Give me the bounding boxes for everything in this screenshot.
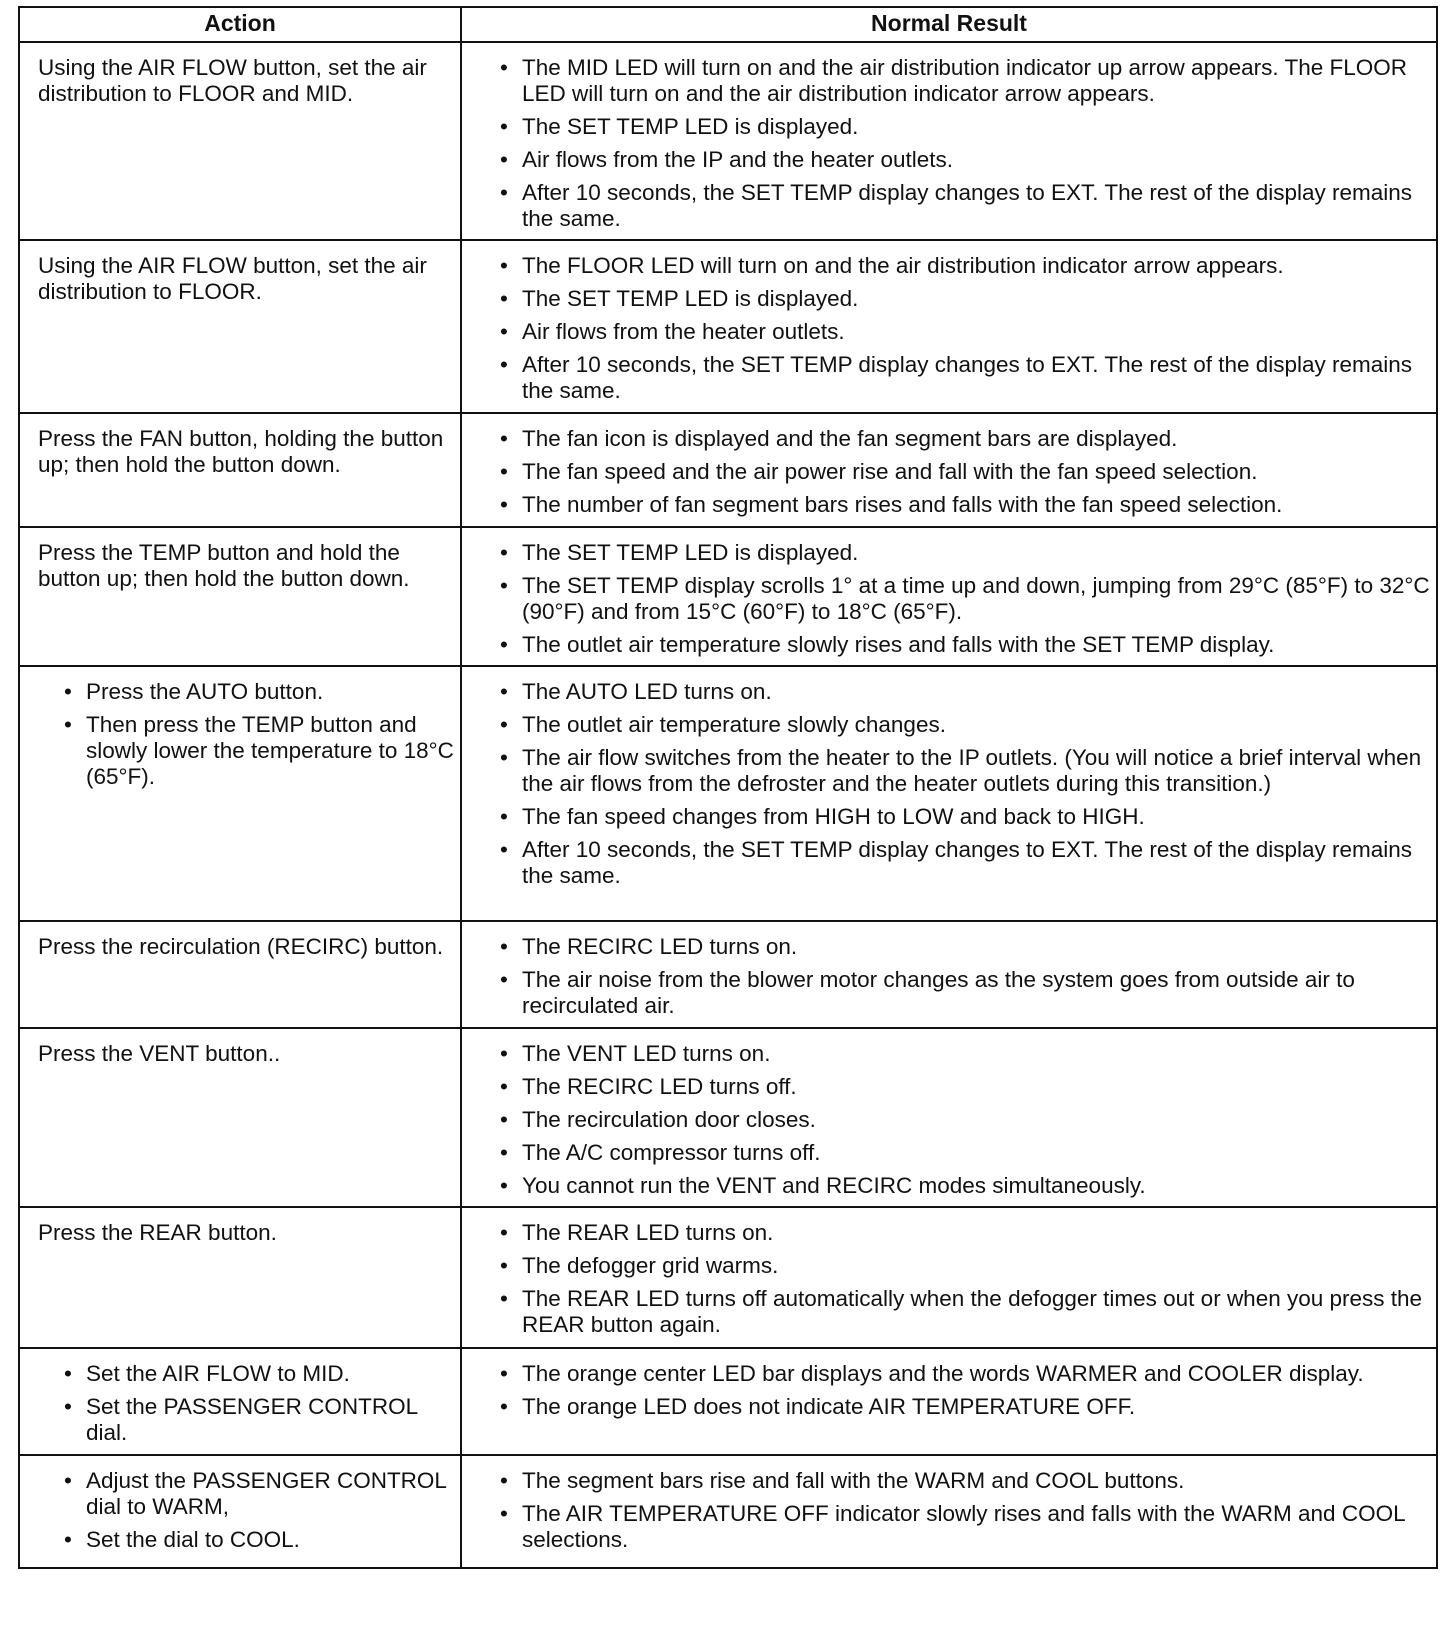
result-item: • After 10 seconds, the SET TEMP display changes to EXT. The rest of the display remains the same.	[498, 180, 1430, 232]
table-row	[19, 42, 1437, 240]
result-item: • The RECIRC LED turns off.	[498, 1074, 1430, 1100]
result-item: • Air flows from the IP and the heater outlets.	[498, 147, 1430, 173]
action-cell	[19, 1455, 461, 1568]
action-step: • Set the PASSENGER CONTROL dial.	[62, 1394, 454, 1446]
table-row	[19, 240, 1437, 413]
result-item: • The number of fan segment bars rises and falls with the fan speed selection.	[498, 492, 1430, 518]
action-text: Press the FAN button, holding the button up; then hold the button down.	[38, 426, 444, 477]
action-text: Press the REAR button.	[38, 1220, 277, 1245]
table-body	[19, 42, 1437, 1568]
action-cell	[19, 240, 461, 413]
result-item: • The SET TEMP display scrolls 1° at a time up and down, jumping from 29°C (85°F) to 32°C (90°F) and from 15°C (60°F) to 18°C (65°F).	[498, 573, 1430, 625]
result-cell	[461, 1348, 1437, 1455]
result-item: • The MID LED will turn on and the air distribution indicator up arrow appears. The FLOOR LED will turn on and the air distribution indicator arrow appears.	[498, 55, 1430, 107]
action-step: • Press the AUTO button.	[62, 679, 454, 705]
result-item: • The outlet air temperature slowly rises and falls with the SET TEMP display.	[498, 632, 1430, 658]
action-step-list	[38, 1468, 454, 1553]
result-column-header: Normal Result	[461, 7, 1437, 42]
result-item: • The orange center LED bar displays and the words WARMER and COOLER display.	[498, 1361, 1430, 1387]
table-row	[19, 921, 1437, 1028]
result-cell	[461, 1028, 1437, 1207]
action-cell	[19, 1207, 461, 1348]
result-cell	[461, 1207, 1437, 1348]
action-step: • Adjust the PASSENGER CONTROL dial to WARM,	[62, 1468, 454, 1520]
table-row	[19, 666, 1437, 921]
result-item: • The fan speed and the air power rise and fall with the fan speed selection.	[498, 459, 1430, 485]
action-text: Using the AIR FLOW button, set the air distribution to FLOOR.	[38, 253, 427, 304]
result-cell	[461, 240, 1437, 413]
result-item: • Air flows from the heater outlets.	[498, 319, 1430, 345]
result-cell	[461, 527, 1437, 666]
action-cell	[19, 42, 461, 240]
result-item: • The AIR TEMPERATURE OFF indicator slowly rises and falls with the WARM and COOL selections.	[498, 1501, 1430, 1553]
result-item: • The fan icon is displayed and the fan segment bars are displayed.	[498, 426, 1430, 452]
action-cell	[19, 1348, 461, 1455]
result-list	[498, 1041, 1430, 1199]
procedure-table	[18, 6, 1438, 1569]
result-cell	[461, 1455, 1437, 1568]
result-list	[498, 1220, 1430, 1338]
result-list	[498, 1361, 1430, 1420]
result-list	[498, 679, 1430, 889]
action-text: Press the TEMP button and hold the button up; then hold the button down.	[38, 540, 410, 591]
table-row	[19, 1207, 1437, 1348]
result-item: • The air flow switches from the heater to the IP outlets. (You will notice a brief interval when the air flows from the defroster and the heater outlets during this transition.)	[498, 745, 1430, 797]
result-item: • The SET TEMP LED is displayed.	[498, 286, 1430, 312]
action-text: Press the recirculation (RECIRC) button.	[38, 934, 444, 959]
result-list	[498, 934, 1430, 1019]
result-item: • The segment bars rise and fall with the WARM and COOL buttons.	[498, 1468, 1430, 1494]
result-list	[498, 253, 1430, 404]
table-row	[19, 1455, 1437, 1568]
result-item: • The AUTO LED turns on.	[498, 679, 1430, 705]
action-text: Using the AIR FLOW button, set the air distribution to FLOOR and MID.	[38, 55, 427, 106]
action-cell	[19, 413, 461, 527]
result-cell	[461, 921, 1437, 1028]
action-column-header: Action	[19, 7, 461, 42]
result-item: • The VENT LED turns on.	[498, 1041, 1430, 1067]
document-page	[18, 6, 1436, 1569]
action-cell	[19, 666, 461, 921]
action-step: • Set the dial to COOL.	[62, 1527, 454, 1553]
result-item: • The air noise from the blower motor changes as the system goes from outside air to recirculated air.	[498, 967, 1430, 1019]
result-item: • The orange LED does not indicate AIR TEMPERATURE OFF.	[498, 1394, 1430, 1420]
table-row	[19, 1028, 1437, 1207]
header-row	[19, 7, 1437, 42]
result-item: • The A/C compressor turns off.	[498, 1140, 1430, 1166]
result-item: • The REAR LED turns off automatically when the defogger times out or when you press the REAR button again.	[498, 1286, 1430, 1338]
result-item: • The recirculation door closes.	[498, 1107, 1430, 1133]
result-item: • After 10 seconds, the SET TEMP display changes to EXT. The rest of the display remains the same.	[498, 837, 1430, 889]
result-item: • The FLOOR LED will turn on and the air distribution indicator arrow appears.	[498, 253, 1430, 279]
result-item: • The SET TEMP LED is displayed.	[498, 540, 1430, 566]
action-step: • Set the AIR FLOW to MID.	[62, 1361, 454, 1387]
result-item: • The SET TEMP LED is displayed.	[498, 114, 1430, 140]
table-row	[19, 1348, 1437, 1455]
table-row	[19, 413, 1437, 527]
result-cell	[461, 666, 1437, 921]
result-item: • After 10 seconds, the SET TEMP display changes to EXT. The rest of the display remains the same.	[498, 352, 1430, 404]
action-cell	[19, 921, 461, 1028]
table-row	[19, 527, 1437, 666]
result-cell	[461, 42, 1437, 240]
result-list	[498, 1468, 1430, 1553]
action-step-list	[38, 1361, 454, 1446]
result-item: • The defogger grid warms.	[498, 1253, 1430, 1279]
action-step: • Then press the TEMP button and slowly lower the temperature to 18°C (65°F).	[62, 712, 454, 790]
result-item: • You cannot run the VENT and RECIRC modes simultaneously.	[498, 1173, 1430, 1199]
action-text: Press the VENT button..	[38, 1041, 281, 1066]
result-list	[498, 426, 1430, 518]
action-cell	[19, 1028, 461, 1207]
action-cell	[19, 527, 461, 666]
result-list	[498, 540, 1430, 658]
result-item: • The RECIRC LED turns on.	[498, 934, 1430, 960]
result-item: • The fan speed changes from HIGH to LOW and back to HIGH.	[498, 804, 1430, 830]
result-cell	[461, 413, 1437, 527]
action-step-list	[38, 679, 454, 790]
result-item: • The REAR LED turns on.	[498, 1220, 1430, 1246]
result-list	[498, 55, 1430, 232]
result-item: • The outlet air temperature slowly changes.	[498, 712, 1430, 738]
